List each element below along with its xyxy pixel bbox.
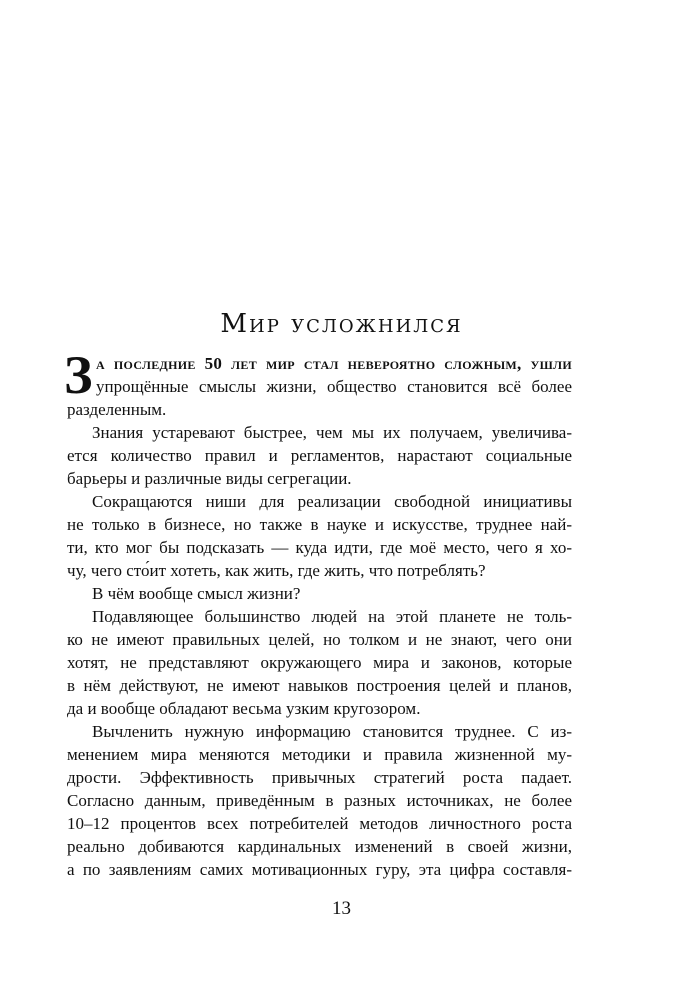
text-line: Подавляющее большинство людей на этой планете не толь- [92, 607, 572, 626]
text-line: Знания устаревают быстрее, чем мы их получаем, увеличива- [92, 423, 572, 442]
text-line: разделенным. [67, 400, 167, 419]
page-number: 13 [332, 898, 351, 919]
text-line: 10–12 процентов всех потребителей методов личностного роста [67, 814, 572, 833]
text-line: хотят, не представляют окружающего мира и законов, которые [67, 653, 572, 672]
body-text [64, 345, 572, 881]
text-line: а последние 50 лет мир стал невероятно сложным, ушли [96, 354, 572, 373]
text-line: не только в бизнесе, но также в науке и искусстве, труднее най- [67, 515, 572, 534]
text-line: упрощённые смыслы жизни, общество становится всё более [96, 377, 572, 396]
text-line: в нём действуют, не имеют навыков построения целей и планов, [67, 676, 572, 695]
text-line: реально добиваются кардинальных изменений в своей жизни, [67, 837, 572, 856]
text-line: дрости. Эффективность привычных стратегий роста падает. [67, 768, 572, 787]
drop-cap: З [64, 345, 93, 405]
first-paragraph [64, 345, 572, 421]
text-line: ти, кто мог бы подсказать — куда идти, где моё место, чего я хо- [67, 538, 572, 557]
text-line: чу, чего сто́ит хотеть, как жить, где жить, что потреблять? [67, 561, 486, 580]
text-line: Сокращаются ниши для реализации свободной инициативы [92, 492, 572, 511]
chapter-title: Мир усложнился [220, 309, 463, 339]
text-line: барьеры и различные виды сегрегации. [67, 469, 352, 488]
text-line: Вычленить нужную информацию становится труднее. С из- [92, 722, 572, 741]
text-line: ко не имеют правильных целей, но толком и не знают, чего они [67, 630, 572, 649]
text-line: да и вообще обладают весьма узким кругозором. [67, 699, 421, 718]
text-line: В чём вообще смысл жизни? [92, 584, 301, 603]
text-line: ется количество правил и регламентов, нарастают социальные [67, 446, 572, 465]
text-line: менением мира меняются методики и правила жизненной му- [67, 745, 572, 764]
text-line: а по заявлениям самих мотивационных гуру, эта цифра составля- [67, 860, 572, 879]
text-line: Согласно данным, приведённым в разных источниках, не более [67, 791, 572, 810]
